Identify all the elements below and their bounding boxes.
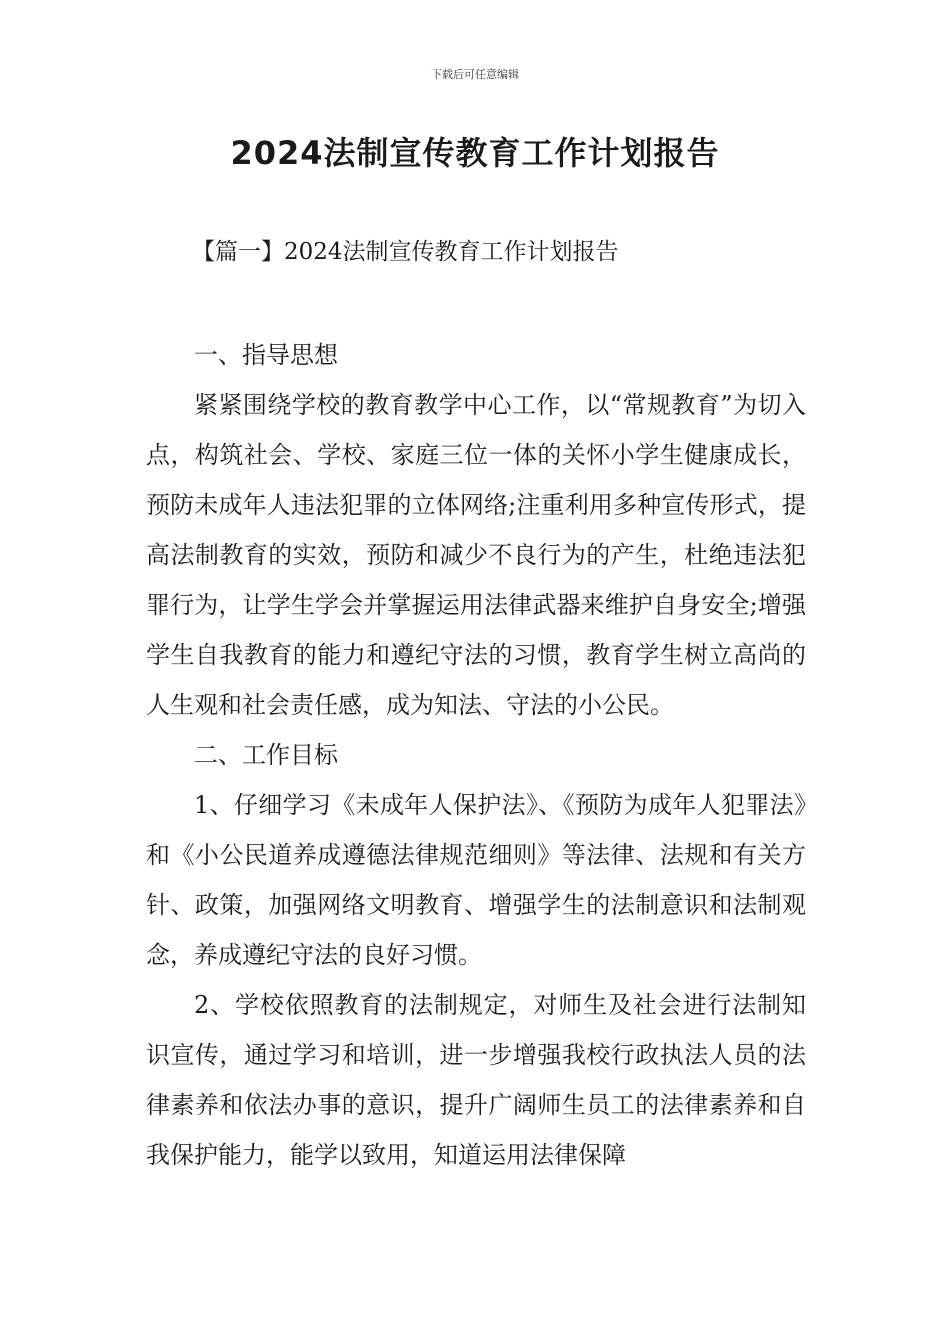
document-body	[146, 330, 806, 1180]
paragraph-guiding-ideology: 紧紧围绕学校的教育教学中心工作，以“常规教育”为切入点，构筑社会、学校、家庭三位一体的关怀小学生健康成长，预防未成年人违法犯罪的立体网络;注重利用多种宣传形式，提高法制教育的实效，预防和减少不良行为的产生，杜绝违法犯罪行为，让学生学会并掌握运用法律武器来维护自身安全;增强学生自我教育的能力和遵纪守法的习惯，教育学生树立高尚的人生观和社会责任感，成为知法、守法的小公民。	[146, 391, 806, 719]
paragraph-goal-1: 1、仔细学习《未成年人保护法》、《预防为成年人犯罪法》和《小公民道养成遵德法律规范细则》等法律、法规和有关方针、政策，加强网络文明教育、增强学生的法制意识和法制观念，养成遵纪守法的良好习惯。	[146, 791, 806, 969]
section-heading: 【篇一】2024法制宣传教育工作计划报告	[192, 239, 619, 265]
heading-work-goals: 二、工作目标	[194, 741, 338, 769]
paragraph-goal-2: 2、学校依照教育的法制规定，对师生及社会进行法制知识宣传，通过学习和培训，进一步增强我校行政执法人员的法律素养和依法办事的意识，提升广阔师生员工的法律素养和自我保护能力，能学以致用，知道运用法律保障	[146, 991, 806, 1169]
header-note: 下载后可任意编辑	[431, 68, 519, 81]
document-title: 2024法制宣传教育工作计划报告	[230, 134, 720, 172]
heading-guiding-ideology: 一、指导思想	[194, 341, 338, 369]
